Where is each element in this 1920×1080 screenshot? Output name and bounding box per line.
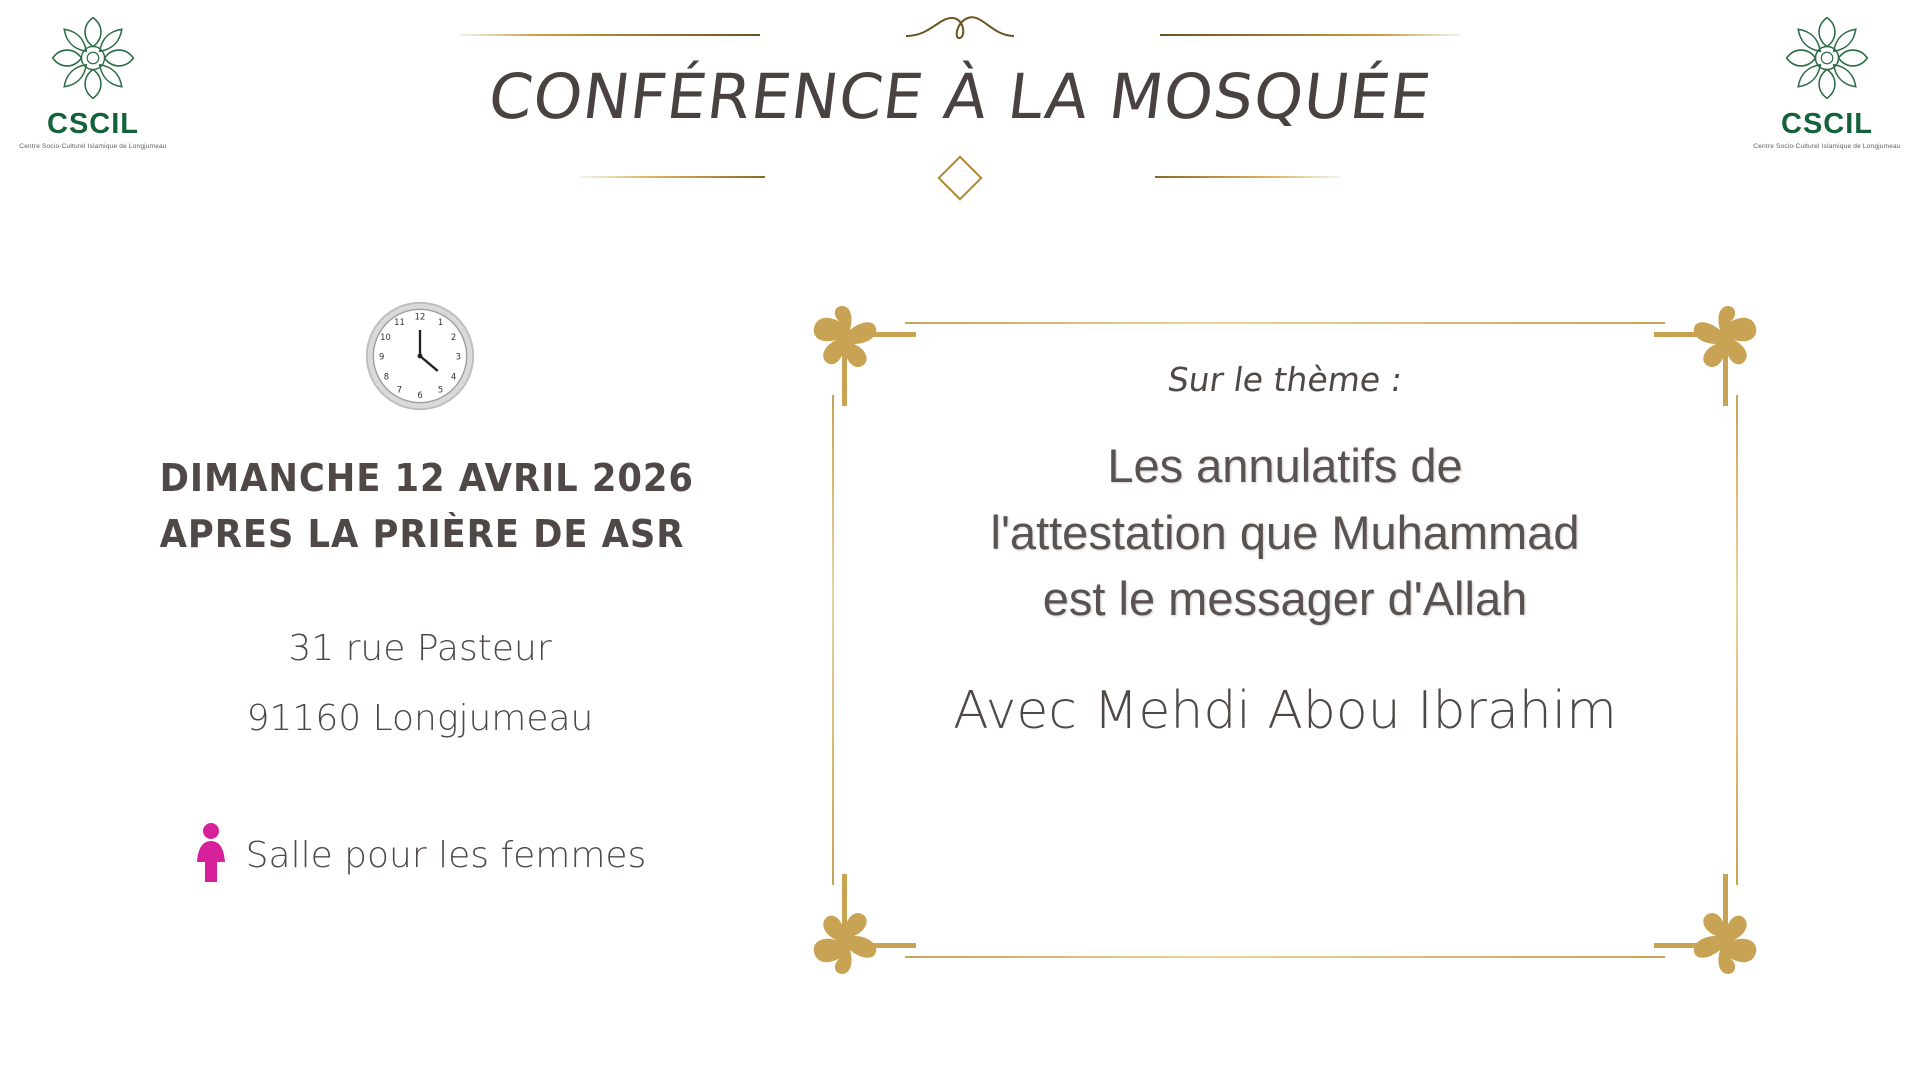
svg-text:3: 3	[455, 351, 461, 362]
theme-title-line-3: est le messager d'Allah	[1042, 572, 1528, 626]
logo-right	[1752, 10, 1902, 152]
frame-line-left	[832, 395, 834, 885]
logo-name: CSCIL	[1781, 108, 1873, 140]
theme-title-line-2: l'attestation que Muhammad	[990, 505, 1580, 559]
rule-left	[460, 34, 760, 36]
diamond-icon	[937, 155, 982, 200]
svg-text:1: 1	[437, 317, 444, 328]
header	[400, 0, 1520, 210]
frame-line-top	[905, 322, 1665, 324]
svg-text:4: 4	[450, 371, 457, 382]
svg-text:12: 12	[414, 311, 426, 322]
event-date: DIMANCHE 12 AVRIL 2026	[159, 456, 694, 500]
rosette-flower-icon	[1779, 10, 1875, 106]
logo-name: CSCIL	[47, 108, 139, 140]
theme-panel	[810, 300, 1760, 980]
woman-pictogram-icon	[194, 822, 228, 889]
theme-label: Sur le thème :	[1165, 360, 1405, 399]
theme-title	[870, 433, 1700, 633]
gold-corner-ornament-icon	[1650, 870, 1760, 980]
svg-text:10: 10	[380, 332, 391, 343]
frame-line-bottom	[905, 956, 1665, 958]
theme-title-line-1: Les annulatifs de	[1107, 439, 1463, 492]
frame-line-right	[1736, 395, 1738, 885]
logo-subtitle: Centre Socio-Culturel Islamique de Longjumeau	[19, 143, 167, 150]
svg-text:7: 7	[396, 384, 403, 395]
logo-left	[18, 10, 168, 152]
rule-right	[1155, 176, 1340, 178]
ornament-bottom	[400, 150, 1520, 210]
event-address	[140, 614, 700, 754]
rule-left	[580, 176, 765, 178]
ornament-top	[400, 0, 1520, 50]
women-room-label: Salle pour les femmes	[245, 835, 647, 877]
rule-right	[1160, 34, 1460, 36]
women-room-note	[140, 822, 700, 889]
svg-text:11: 11	[394, 317, 405, 328]
gold-corner-ornament-icon	[810, 870, 920, 980]
svg-text:5: 5	[437, 384, 444, 395]
speaker-name: Avec Mehdi Abou Ibrahim	[953, 681, 1617, 742]
svg-text:2: 2	[450, 332, 457, 343]
event-time: APRES LA PRIÈRE DE ASR	[159, 512, 685, 556]
page-title: CONFÉRENCE À LA MOSQUÉE	[484, 60, 1436, 133]
address-line-2: 91160 Longjumeau	[246, 698, 594, 740]
loop-ornament-icon	[900, 14, 1020, 59]
event-details	[140, 300, 700, 889]
logo-subtitle: Centre Socio-Culturel Islamique de Longjumeau	[1753, 143, 1901, 150]
rosette-flower-icon	[45, 10, 141, 106]
svg-text:8: 8	[383, 371, 390, 382]
wall-clock-icon	[364, 300, 476, 412]
svg-text:6: 6	[417, 390, 423, 400]
svg-text:9: 9	[379, 351, 385, 362]
address-line-1: 31 rue Pasteur	[288, 628, 552, 669]
